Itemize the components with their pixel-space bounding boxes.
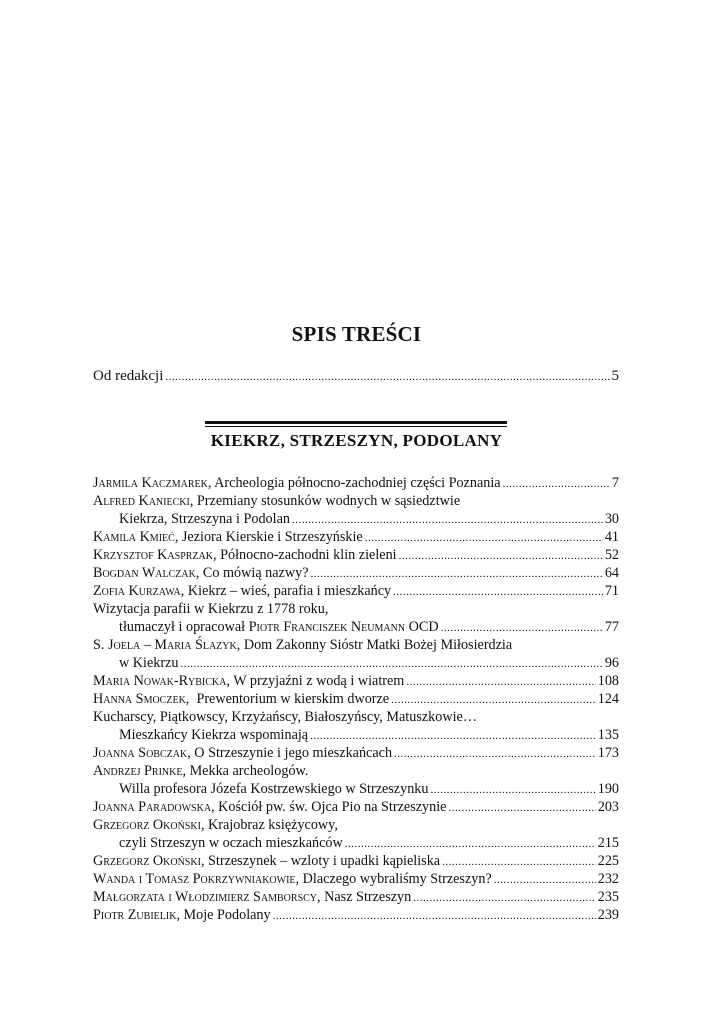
toc-entry-continuation: [119, 834, 619, 853]
toc-entry-text: Kucharscy, Piątkowscy, Krzyżańscy, Białoszyńscy, Matuszkowie…: [93, 709, 478, 725]
toc-leader-dots: [393, 583, 603, 601]
toc-page-number: 239: [597, 907, 619, 923]
toc-leader-dots: [494, 871, 596, 889]
toc-entry-continuation: [119, 780, 619, 799]
toc-entry-text: , Krajobraz księżycowy,: [200, 817, 338, 833]
toc-entry: [93, 816, 619, 834]
toc-page-number: 203: [597, 799, 619, 815]
toc-entry-author: Grzegorz Okoński: [93, 853, 201, 869]
toc-entry-continuation: [119, 654, 619, 673]
toc-leader-dots: [430, 781, 595, 799]
toc-leader-dots: [365, 529, 603, 547]
toc-entry-author: Piotr Zubielik: [93, 907, 177, 923]
toc-leader-dots: [292, 511, 603, 529]
toc-entry-author: Hanna Smoczek: [93, 691, 186, 707]
toc-entry-text: czyli Strzeszyn w oczach mieszkańców: [119, 835, 343, 851]
toc-entry-text: , Co mówią nazwy?: [195, 565, 309, 581]
toc-entry: [93, 600, 619, 618]
toc-entry: [93, 546, 619, 565]
toc-entry-text: , W przyjaźni z wodą i wiatrem: [226, 673, 405, 689]
toc-leader-dots: [345, 835, 596, 853]
toc-page-number: 235: [597, 889, 619, 905]
toc-leader-dots: [442, 853, 596, 871]
toc-entry-text: , Kościół pw. św. Ojca Pio na Strzeszynie: [211, 799, 447, 815]
toc-page-number: 41: [604, 529, 619, 545]
toc-leader-dots: [181, 655, 603, 673]
toc-entry-text: , Prewentorium w kierskim dworze: [185, 691, 390, 707]
toc-entry-text: OCD: [405, 619, 439, 635]
toc-entry-author: Alfred Kaniecki: [93, 493, 190, 509]
toc-leader-dots: [503, 475, 610, 493]
toc-entry-continuation: [119, 726, 619, 745]
toc-entry-author: Joanna Sobczak: [93, 745, 188, 761]
toc-entry: [93, 744, 619, 763]
toc-entry-author: Maria Nowak-Rybicka: [93, 673, 227, 689]
toc-page-number: 52: [604, 547, 619, 563]
toc-page-number: 173: [597, 745, 619, 761]
toc-entry-text: w Kiekrzu: [119, 655, 179, 671]
section-title: KIEKRZ, STRZESZYN, PODOLANY: [210, 431, 503, 450]
toc-leader-dots: [273, 907, 596, 925]
toc-entry-text: , Jeziora Kierskie i Strzeszyńskie: [174, 529, 363, 545]
toc-page-number: 225: [597, 853, 619, 869]
toc-page-number: 77: [604, 619, 619, 635]
toc-page-number: 108: [597, 673, 619, 689]
toc-entry: [93, 798, 619, 817]
toc-entry: [93, 474, 619, 493]
toc-entry-author: S. Joela – Maria Ślazyk: [93, 637, 237, 653]
toc-entry-author: Jarmila Kaczmarek: [93, 475, 208, 491]
section-divider: [205, 421, 507, 427]
toc-entry: [93, 690, 619, 709]
toc-entry-author: Piotr Franciszek Neumann: [248, 619, 406, 635]
toc-page-number: 7: [611, 475, 619, 491]
toc-entry-author: Kamila Kmieć: [93, 529, 175, 545]
toc-entry-author: Zofia Kurzawa: [93, 583, 181, 599]
toc-entry-intro: [93, 367, 619, 386]
toc-page-number: 30: [604, 511, 619, 527]
toc-entry-author: Bogdan Walczak: [93, 565, 196, 581]
toc-page-number: 190: [597, 781, 619, 797]
toc-entry-author: Grzegorz Okoński: [93, 817, 201, 833]
toc-entry: [93, 708, 619, 726]
toc-entry: [93, 852, 619, 871]
toc-leader-dots: [448, 799, 595, 817]
toc-entry-continuation: [119, 510, 619, 529]
toc-entry-text: , Północno-zachodni klin zieleni: [213, 547, 397, 563]
divider-thick-line: [205, 421, 507, 424]
toc-leader-dots: [441, 619, 603, 637]
divider-thin-line: [205, 426, 507, 427]
toc-entry-text: , Kiekrz – wieś, parafia i mieszkańcy: [180, 583, 392, 599]
toc-entry: [93, 582, 619, 601]
toc-entry: [93, 906, 619, 925]
toc-entry-continuation: [119, 618, 619, 637]
toc-entry-author: Krzysztof Kasprzak: [93, 547, 213, 563]
toc-entry-text: Kiekrza, Strzeszyna i Podolan: [119, 511, 290, 527]
toc-entry-author: Joanna Paradowska: [93, 799, 212, 815]
toc-page-number: 71: [604, 583, 619, 599]
toc-leader-dots: [165, 368, 609, 386]
toc-entry-text: Mieszkańcy Kiekrza wspominają: [119, 727, 309, 743]
toc-entry-text: , Archeologia północno-zachodniej części Poznania: [207, 475, 501, 491]
toc-page-number: 124: [597, 691, 619, 707]
toc-entry: [93, 492, 619, 510]
toc-entry-text: , Mekka archeologów.: [182, 763, 309, 779]
toc-entry-text: Wizytacja parafii w Kiekrzu z 1778 roku,: [93, 601, 329, 617]
toc-entry-text: , Przemiany stosunków wodnych w sąsiedztwie: [189, 493, 461, 509]
toc-entry-text: , Moje Podolany: [176, 907, 271, 923]
toc-entry: [93, 870, 619, 889]
toc-entry: [93, 528, 619, 547]
toc-page-number: 5: [611, 368, 619, 384]
toc-entry: [93, 564, 619, 583]
toc-page-number: 215: [597, 835, 619, 851]
toc-leader-dots: [413, 889, 596, 907]
toc-page-number: 135: [597, 727, 619, 743]
toc-entry: [93, 672, 619, 691]
toc-leader-dots: [406, 673, 595, 691]
page-title: SPIS TREŚCI: [291, 322, 422, 346]
toc-leader-dots: [311, 565, 603, 583]
toc-page-number: 96: [604, 655, 619, 671]
toc-entry-text: , Strzeszynek – wzloty i upadki kąpieliska: [200, 853, 441, 869]
toc-leader-dots: [399, 547, 603, 565]
toc-entry: [93, 636, 619, 654]
toc-entry-text: , O Strzeszynie i jego mieszkańcach: [187, 745, 393, 761]
toc-entry-text: Od redakcji: [93, 368, 164, 384]
toc-entry-text: tłumaczył i opracował: [119, 619, 249, 635]
toc-entry-text: , Dlaczego wybraliśmy Strzeszyn?: [295, 871, 492, 887]
toc-leader-dots: [394, 745, 596, 763]
toc-entry-author: Wanda i Tomasz Pokrzywniakowie: [93, 871, 296, 887]
toc-entry-text: Willa profesora Józefa Kostrzewskiego w Strzeszynku: [119, 781, 429, 797]
toc-entry-text: , Nasz Strzeszyn: [317, 889, 412, 905]
toc-entry-text: , Dom Zakonny Sióstr Matki Bożej Miłosierdzia: [236, 637, 513, 653]
toc-page-number: 232: [597, 871, 619, 887]
toc-entry-author: Małgorzata i Włodzimierz Samborscy: [93, 889, 318, 905]
toc-entry: [93, 762, 619, 780]
toc-leader-dots: [391, 691, 596, 709]
toc-entry: [93, 888, 619, 907]
toc-entry-author: Andrzej Prinke: [93, 763, 183, 779]
toc-page-number: 64: [604, 565, 619, 581]
toc-leader-dots: [310, 727, 596, 745]
